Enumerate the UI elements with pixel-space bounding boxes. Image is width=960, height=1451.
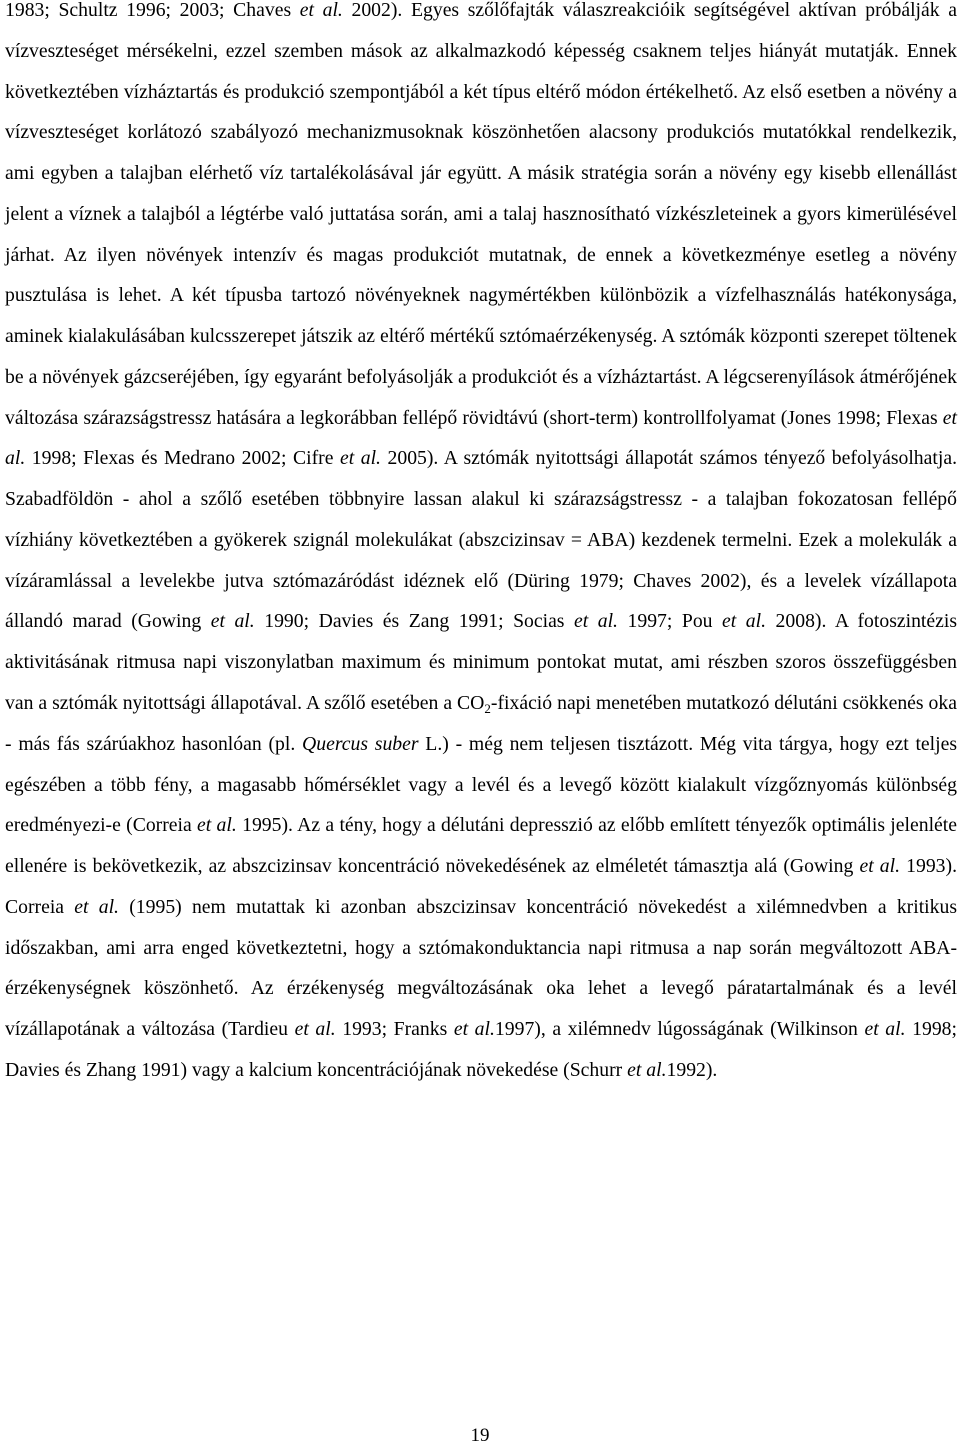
italic-run: et al. <box>864 1018 906 1041</box>
text-run: 2005). A sztómák nyitottsági állapotát számos tényező befolyásolhatja. Szabadföldön - ahol a szőlő esetében többnyire lassan alakul ki szárazságstressz - a talajban fokozatosan fellépő vízhiány következtében a gyökerek szignál molekulákat (abszcizinsav = ABA) kezdenek termelni. Ezek a molekulák a vízáramlással a levelekbe jutva sztómazáródást idéznek elő (Düring 1979; Chaves 2002), és a levelek vízállapota állandó marad (Gowing <box>5 447 957 633</box>
italic-run: et al. <box>74 895 119 918</box>
italic-run: et al. <box>299 0 343 21</box>
italic-run: et al. <box>5 406 957 470</box>
text-run: L.) - még nem teljesen tisztázott. Még vita tárgya, hogy ezt teljes egészében a több fény, a magasabb hőmérséklet vagy a levél és a levegő között kialakult vízgőznyomás különbség eredményezi-e (Correia <box>5 732 957 837</box>
italic-run: et al. <box>859 855 901 878</box>
italic-run: et al. <box>197 814 237 837</box>
text-run: -fixáció napi menetében mutatkozó délutáni csökkenés oka - más fás szárúakhoz hasonlóan (pl. <box>5 692 957 755</box>
italic-run: et al. <box>210 610 255 633</box>
italic-run: et al. <box>294 1018 336 1041</box>
text-run: 1997), a xilémnedv lúgosságának (Wilkinson <box>494 1018 865 1041</box>
text-run: 1997; Pou <box>617 610 723 633</box>
text-run: 2008). A fotoszintézis aktivitásának ritmusa napi viszonylatban maximum és minimum pontokat mutat, ami részben szoros összefüggésben van a sztómák nyitottsági állapotával. A szőlő esetében a CO <box>5 610 958 715</box>
text-run: 1990; Davies és Zang 1991; Socias <box>254 610 574 633</box>
italic-run: Quercus suber <box>302 732 419 755</box>
text-run: 1993; Franks <box>335 1018 454 1041</box>
text-run: 1992). <box>666 1058 718 1081</box>
body-paragraph <box>5 0 957 1091</box>
italic-run: et al. <box>627 1058 667 1081</box>
text-run: 2002). Egyes szőlőfajták válaszreakcióik segítségével aktívan próbálják a vízveszteséget mérsékelni, ezzel szemben mások az alkalmazkodó képesség csaknem teljes hiányát mutatják. Ennek következtében vízháztartás és produkció szempontjából a két típus eltérő módon értékelhető. Az első esetben a növény a vízveszteséget korlátozó szabályozó mechanizmusoknak köszönhetően alacsony produkciós mutatókkal rendelkezik, ami egyben a talajban elérhető víz tartalékolásával jár együtt. A másik stratégia során a növény egy kisebb ellenállást jelent a víznek a talajból a légtérbe való juttatása során, ami a talaj hasznosítható vízkészleteinek a gyors kimerülésével járhat. Az ilyen növények intenzív és magas produkciót mutatnak, de ennek a következménye esetleg a növény pusztulása is lehet. A két típusba tartozó növényeknek nagymértékben különbözik a vízfelhasználás hatékonysága, aminek kialakulásában kulcsszerepet játszik az eltérő mértékű sztómaérzékenység. A sztómák központi szerepet töltenek be a növények gázcseréjében, így egyaránt befolyásolják a produkciót és a vízháztartást. A légcserenyílások átmérőjének változása szárazságstressz hatására a legkorábban fellépő rövidtávú (short-term) kontrollfolyamat (Jones 1998; Flexas <box>5 0 957 429</box>
italic-run: et al. <box>722 610 767 633</box>
italic-run: et al. <box>453 1018 495 1041</box>
text-run: 1998; Flexas és Medrano 2002; Cifre <box>25 447 340 470</box>
text-run: 1995). Az a tény, hogy a délutáni depresszió az előbb említett tényezők optimális jelenléte ellenére is bekövetkezik, az abszcizinsav koncentráció növekedésének az elméletét támasztja alá (Gowing <box>5 814 957 878</box>
text-run: 1983; Schultz 1996; 2003; Chaves <box>5 0 300 21</box>
text-run: 1998; Davies és Zhang 1991) vagy a kalcium koncentrációjának növekedése (Schurr <box>5 1018 957 1081</box>
italic-run: et al. <box>574 610 618 633</box>
italic-run: et al. <box>339 447 381 470</box>
text-run: (1995) nem mutattak ki azonban abszcizinsav koncentráció növekedést a xilémnedvben a kritikus időszakban, ami arra enged következtetni, hogy a sztómakonduktancia napi ritmusa a nap során megváltozott ABA-érzékenységnek köszönhető. Az érzékenység megváltozásának oka lehet a levegő páratartalmának és a levél vízállapotának a változása (Tardieu <box>5 895 957 1041</box>
page-number: 19 <box>470 1425 490 1446</box>
subscript-run: 2 <box>484 701 491 717</box>
text-run: 1993). Correia <box>5 855 957 918</box>
